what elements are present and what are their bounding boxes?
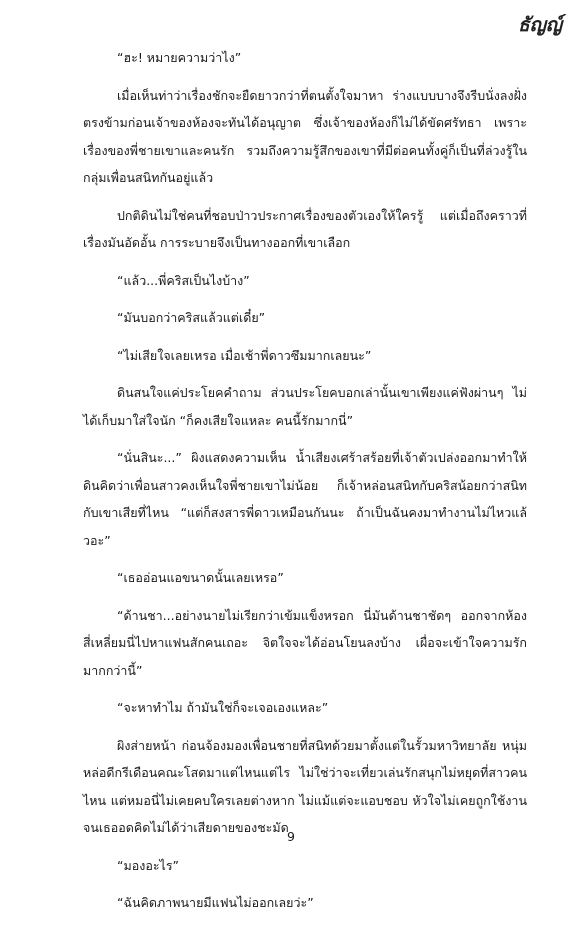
paragraph: ผิงส่ายหน้า ก่อนจ้องมองเพื่อนชายที่สนิทด้วยมาตั้งแต่ในรั้วมหาวิทยาลัย หนุ่มหล่อดีกรีเดือนคณะโสดมาแต่ไหนแต่ไร ไม่ใช่ว่าจะเที่ยวเล่นรักสนุกไม่หยุดที่สาวคนไหน แต่หมอนี่ไม่เคยคบใครเลยต่างหาก ไม่แม้แต่จะแอบชอบ หัวใจไม่เคยถูกใช้งาน จนเธออดคิดไม่ได้ว่าเสียดายของชะมัด [83,737,527,835]
body-text [83,44,527,927]
page-number: 9 [287,829,295,844]
paragraph: “ฉันคิดภาพนายมีแฟนไม่ออกเลยว่ะ” [117,895,314,910]
paragraph: เมื่อเห็นท่าว่าเรื่องชักจะยืดยาวกว่าที่ตนตั้งใจมาหา ร่างแบบบางจึงรีบนั่งลงฝั่งตรงข้ามก่อนเจ้าของห้องจะทันได้อนุญาต ซึ่งเจ้าของห้องก็ไม่ได้ขัดศรัทธา เพราะเรื่องของพี่ชายเขาและคนรัก รวมถึงความรู้สึกของเขาที่มีต่อคนทั้งคู่ก็เป็นที่ล่วงรู้ในกลุ่มเพื่อนสนิทกันอยู่แล้ว [83,87,527,185]
paragraph: “มองอะไร” [117,857,180,873]
paragraph: ดินสนใจแค่ประโยคคำถาม ส่วนประโยคบอกเล่านั้นเขาเพียงแค่ฟังผ่านๆ ไม่ได้เก็บมาใส่ใจนัก “ก็คงเสียใจแหละ คนนี้รักมากนี่” [83,385,527,428]
paragraph: ปกติดินไม่ใช่คนที่ชอบป่าวประกาศเรื่องของตัวเองให้ใครรู้ แต่เมื่อถึงคราวที่เรื่องมันอัดอั้น การระบายจึงเป็นทางออกที่เขาเลือก [83,207,527,250]
author-header: ธัญญ์ [518,14,562,36]
paragraph: “จะหาทำไม ถ้ามันใช่ก็จะเจอเองแหละ” [117,700,329,715]
paragraph: “นั่นสินะ...” ผิงแสดงความเห็น น้ำเสียงเศร้าสร้อยที่เจ้าตัวเปล่งออกมาทำให้ดินคิดว่าเพื่อนสาวคงเห็นใจพี่ชายเขาไม่น้อย ก็เจ้าหล่อนสนิทกับคริสน้อยกว่าสนิทกับเขาเสียที่ไหน “แต่ก็สงสารพี่ดาวเหมือนกันนะ ถ้าเป็นฉันคงมาทำงานไม่ไหวแล้วอะ” [83,450,527,548]
paragraph: “แล้ว...พี่คริสเป็นไงบ้าง” [117,272,250,288]
paragraph: “เธออ่อนแอขนาดนั้นเลยเหรอ” [117,570,284,585]
paragraph: “ไม่เสียใจเลยเหรอ เมื่อเช้าพี่ดาวซึมมากเลยนะ” [117,347,372,363]
paragraph: “มันบอกว่าคริสแล้วแต่เดี๋ย” [117,310,266,325]
paragraph: “ด้านชา...อย่างนายไม่เรียกว่าเข้มแข็งหรอก นี่มันด้านชาชัดๆ ออกจากห้องสี่เหลี่ยมนี่ไปหาแฟนสักคนเถอะ จิตใจจะได้อ่อนโยนลงบ้าง เผื่อจะเข้าใจความรักมากกว่านี้” [83,607,527,678]
paragraph: “ฮะ! หมายความว่าไง” [117,50,242,65]
